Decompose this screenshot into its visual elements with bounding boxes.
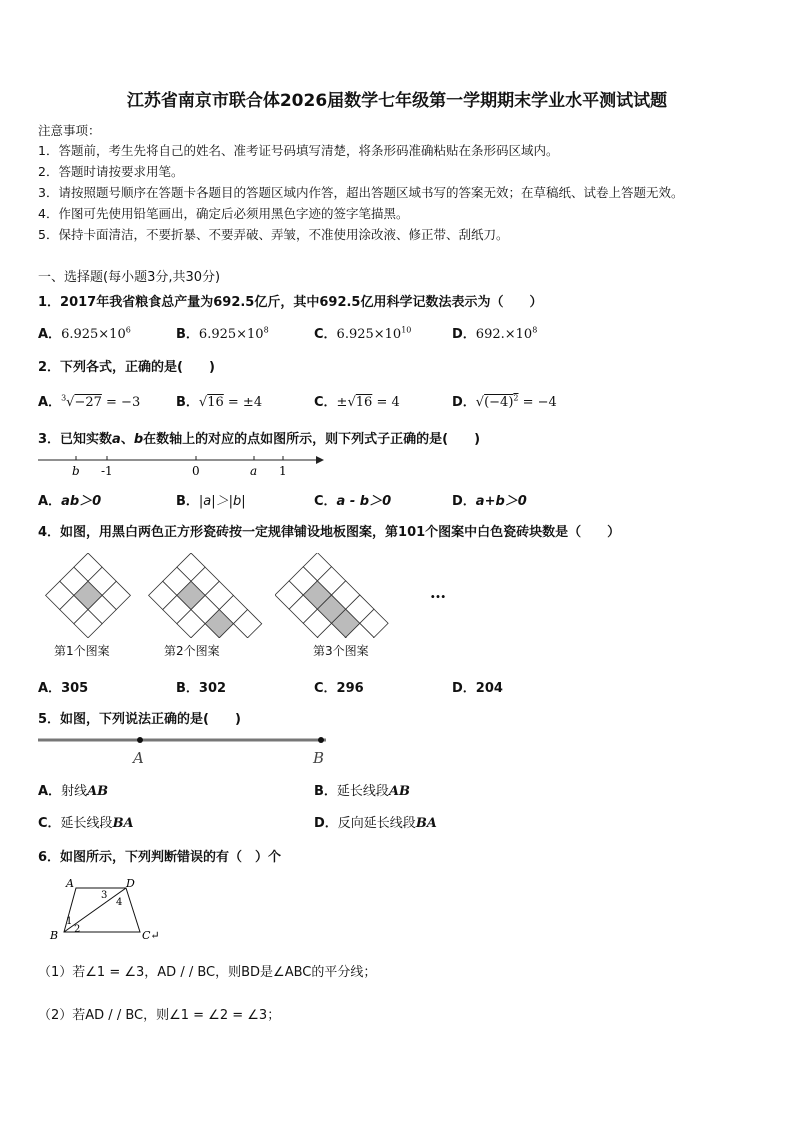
section-heading: 一、选择题(每小题3分,共30分) (38, 270, 221, 285)
notice-item-2: 2．答题时请按要求用笔。 (38, 164, 184, 179)
q3-option-d: D．a+b＞0 (452, 494, 527, 509)
vertex-d: D (126, 877, 135, 890)
q2-option-d: D．$√(-4)^2 = -4$ (452, 393, 557, 410)
notice-item-4: 4．作图可先使用铅笔画出，确定后必须用黑色字迹的签字笔描黑。 (38, 206, 409, 221)
axis-label-one: 1 (279, 464, 287, 478)
q3-option-a: A．ab＞0 (38, 494, 102, 509)
q6-statement-1: （1）若∠1 = ∠3，AD / / BC，则BD是∠ABC的平分线； (38, 965, 377, 980)
q1-option-b: B．$6.925\times 10^8$ (176, 325, 269, 342)
notice-heading: 注意事项： (38, 123, 101, 138)
axis-label-a: a (250, 464, 258, 478)
q2-option-c: C．±√16 = 4 (314, 395, 400, 410)
point-b-label: B (313, 749, 325, 767)
point-a-label: A (133, 749, 144, 767)
q2-option-a: A．$^3$√−27 = −3 (38, 393, 141, 410)
q2-option-b: B．√16 = ±4 (176, 395, 263, 410)
caption-pattern-2: 第2个图案 (164, 644, 220, 658)
vertex-c: C↵ (142, 929, 160, 942)
number-line (36, 452, 328, 480)
q3-option-b: B．|a|＞|b| (176, 494, 246, 509)
tile-pattern-3 (275, 553, 415, 638)
page-title: 江苏省南京市联合体2026届数学七年级第一学期期末学业水平测试试题 (126, 91, 668, 111)
tile-pattern-1 (38, 553, 138, 638)
q4-stem: 4．如图，用黑白两色正方形瓷砖按一定规律铺设地板图案，第101个图案中白色瓷砖块数是（ ） (38, 525, 621, 540)
angle-4: 4 (116, 897, 123, 908)
q1-option-a: A．$6.925\times 10^6$ (38, 325, 131, 342)
axis-label-b: b (72, 464, 80, 478)
axis-label-minus-1: -1 (101, 464, 113, 478)
q4-option-b: B．302 (176, 681, 227, 696)
q1-option-c: C．$6.925\times 10^{10}$ (314, 325, 412, 342)
pattern-ellipsis: … (430, 583, 446, 602)
q3-stem: 3．已知实数a、b在数轴上的对应的点如图所示，则下列式子正确的是( ) (38, 432, 481, 447)
q1-stem: 1．2017年我省粮食总产量为692.5亿斤，其中692.5亿用科学记数法表示为（ ） (38, 295, 543, 310)
q2-stem: 2．下列各式，正确的是( ) (38, 360, 215, 375)
angle-2: 2 (74, 924, 81, 935)
axis-arrow-icon (316, 456, 324, 464)
vertex-a: A (66, 877, 74, 890)
axis-label-zero: 0 (192, 464, 200, 478)
trapezoid-figure (46, 874, 166, 946)
notice-item-3: 3．请按照题号顺序在答题卡各题目的答题区域内作答，超出答题区域书写的答案无效；在草稿纸、试卷上答题无效。 (38, 185, 684, 200)
notice-item-1: 1．答题前，考生先将自己的姓名、准考证号码填写清楚，将条形码准确粘贴在条形码区域内。 (38, 143, 559, 158)
caption-pattern-1: 第1个图案 (54, 644, 110, 658)
q5-option-d: D．反向延长线段BA (314, 816, 437, 831)
ray-figure (36, 733, 332, 769)
q6-stem: 6．如图所示，下列判断错误的有（ ）个 (38, 850, 282, 865)
q5-option-a: A．射线AB (38, 784, 109, 799)
tile-pattern-2 (141, 553, 265, 638)
q4-option-d: D．204 (452, 681, 503, 696)
q4-option-c: C．296 (314, 681, 364, 696)
angle-3: 3 (101, 890, 108, 901)
vertex-b: B (50, 929, 59, 942)
angle-1: 1 (66, 916, 73, 927)
q1-option-d: D．$692.\times 10^8$ (452, 325, 538, 342)
point-b-dot (318, 737, 324, 743)
q5-stem: 5．如图，下列说法正确的是( ) (38, 712, 241, 727)
caption-pattern-3: 第3个图案 (313, 644, 369, 658)
q5-option-c: C．延长线段BA (38, 816, 134, 831)
q6-statement-2: （2）若AD / / BC，则∠1 = ∠2 = ∠3； (38, 1008, 281, 1023)
point-a-dot (137, 737, 143, 743)
q5-option-b: B．延长线段AB (314, 784, 411, 799)
notice-item-5: 5．保持卡面清洁，不要折暴、不要弄破、弄皱，不准使用涂改液、修正带、刮纸刀。 (38, 227, 509, 242)
q4-option-a: A．305 (38, 681, 89, 696)
q3-option-c: C．a - b＞0 (314, 494, 392, 509)
